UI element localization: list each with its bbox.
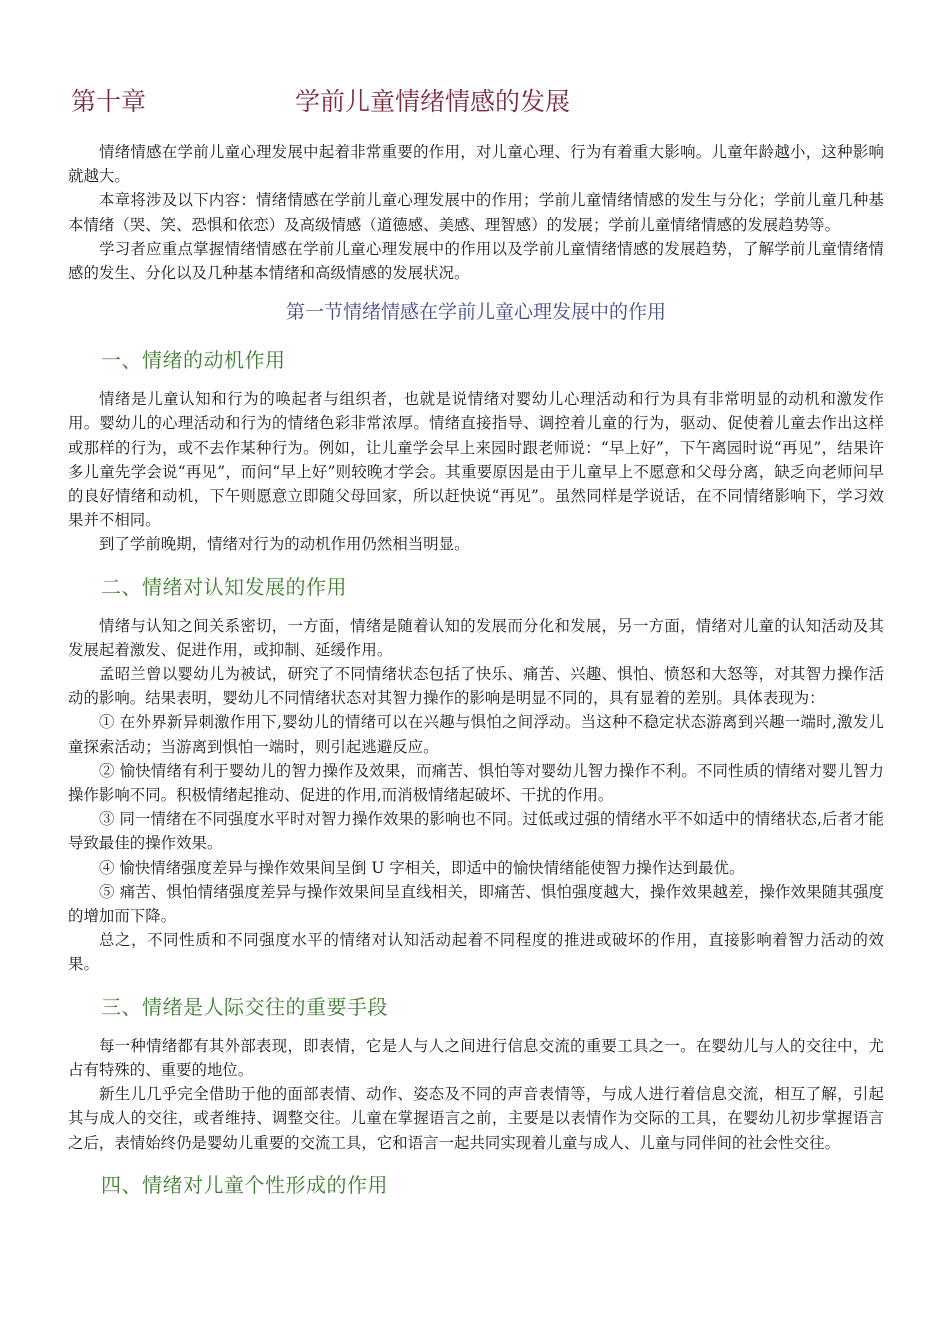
subsection-heading: 一、情绪的动机作用 <box>101 348 286 373</box>
numbered-item: ③ 同一情绪在不同强度水平时对智力操作效果的影响也不同。过低或过强的情绪水平不如适中的情绪状态,后者才能导致最佳的操作效果。 <box>68 810 884 853</box>
body-paragraph: 情绪是儿童认知和行为的唤起者与组织者，也就是说情绪对婴幼儿心理活动和行为具有非常明显的动机和激发作用。婴幼儿的心理活动和行为的情绪色彩非常浓厚。情绪直接指导、调控着儿童的行为，驱动、促使着儿童去作出这样或那样的行为，或不去作某种行为。例如，让儿童学会早上来园时跟老师说：“早上好”，下午离园时说“再见”，结果许多儿童先学会说“再见”，而问“早上好”则较晚才学会。其重要原因是由于儿童早上不愿意和父母分离，缺乏向老师问早的良好情绪和动机，下午则愿意立即随父母回家，所以赶快说“再见”。虽然同样是学说话，在不同情绪影响下，学习效果并不相同。 <box>68 390 884 530</box>
numbered-item: ① 在外界新异刺激作用下,婴幼儿的情绪可以在兴趣与惧怕之间浮动。当这种不稳定状态游离到兴趣一端时,激发儿童探索活动；当游离到惧怕一端时，则引起逃避反应。 <box>68 713 884 756</box>
numbered-item: ④ 愉快情绪强度差异与操作效果间呈倒 U 字相关，即适中的愉快情绪能使智力操作达到最优。 <box>99 858 745 877</box>
body-paragraph: 总之，不同性质和不同强度水平的情绪对认知活动起着不同程度的推进或破坏的作用，直接影响着智力活动的效果。 <box>68 931 884 974</box>
body-paragraph: 到了学前晚期，情绪对行为的动机作用仍然相当明显。 <box>99 535 470 554</box>
intro-paragraph: 学习者应重点掌握情绪情感在学前儿童心理发展中的作用以及学前儿童情绪情感的发展趋势，了解学前儿童情绪情感的发生、分化以及几种基本情绪和高级情感的发展状况。 <box>68 239 884 283</box>
subsection-heading: 四、情绪对儿童个性形成的作用 <box>101 1172 388 1197</box>
body-paragraph: 情绪与认知之间关系密切，一方面，情绪是随着认知的发展而分化和发展，另一方面，情绪对儿童的认知活动及其发展起着激发、促进作用，或抑制、延缓作用。 <box>68 616 884 659</box>
chapter-title <box>71 82 884 118</box>
body-paragraph: 孟昭兰曾以婴幼儿为被试，研究了不同情绪状态包括了快乐、痛苦、兴趣、惧怕、愤怒和大怒等，对其智力操作活动的影响。结果表明，婴幼儿不同情绪状态对其智力操作的影响是明显不同的，具有显着的差别。具体表现为： <box>68 665 884 708</box>
section-title: 第一节情绪情感在学前儿童心理发展中的作用 <box>285 301 666 324</box>
subsection-heading: 三、情绪是人际交往的重要手段 <box>101 994 388 1019</box>
chapter-name: 学前儿童情绪情感的发展 <box>295 87 571 116</box>
body-paragraph: 新生儿几乎完全借助于他的面部表情、动作、姿态及不同的声音表情等，与成人进行着信息交流，相互了解，引起其与成人的交往，或者维持、调整交往。儿童在掌握语言之前，主要是以表情作为交际的工具，在婴幼儿初步掌握语言之后，表情始终仍是婴幼儿重要的交流工具，它和语言一起共同实现着儿童与成人、儿童与同伴间的社会性交往。 <box>68 1085 884 1152</box>
numbered-item: ② 愉快情绪有利于婴幼儿的智力操作及效果，而痛苦、惧怕等对婴幼儿智力操作不利。不同性质的情绪对婴儿智力操作影响不同。积极情绪起推动、促进的作用,而消极情绪起破坏、干扰的作用。 <box>68 761 884 805</box>
intro-paragraph: 情绪情感在学前儿童心理发展中起着非常重要的作用，对儿童心理、行为有着重大影响。儿童年龄越小，这种影响就越大。 <box>68 143 884 186</box>
body-paragraph: 每一种情绪都有其外部表现，即表情，它是人与人之间进行信息交流的重要工具之一。在婴幼儿与人的交往中，尤占有特殊的、重要的地位。 <box>68 1036 884 1079</box>
numbered-item: ⑤ 痛苦、惧怕情绪强度差异与操作效果间呈直线相关，即痛苦、惧怕强度越大，操作效果越差，操作效果随其强度的增加而下降。 <box>68 882 884 926</box>
intro-paragraph: 本章将涉及以下内容：情绪情感在学前儿童心理发展中的作用；学前儿童情绪情感的发生与分化；学前儿童几种基本情绪（哭、笑、恐惧和依恋）及高级情感（道德感、美感、理智感）的发展；学前儿童情绪情感的发展趋势等。 <box>68 191 884 234</box>
subsection-heading: 二、情绪对认知发展的作用 <box>101 574 347 599</box>
chapter-number: 第十章 <box>71 87 147 116</box>
document-page <box>68 82 884 1212</box>
